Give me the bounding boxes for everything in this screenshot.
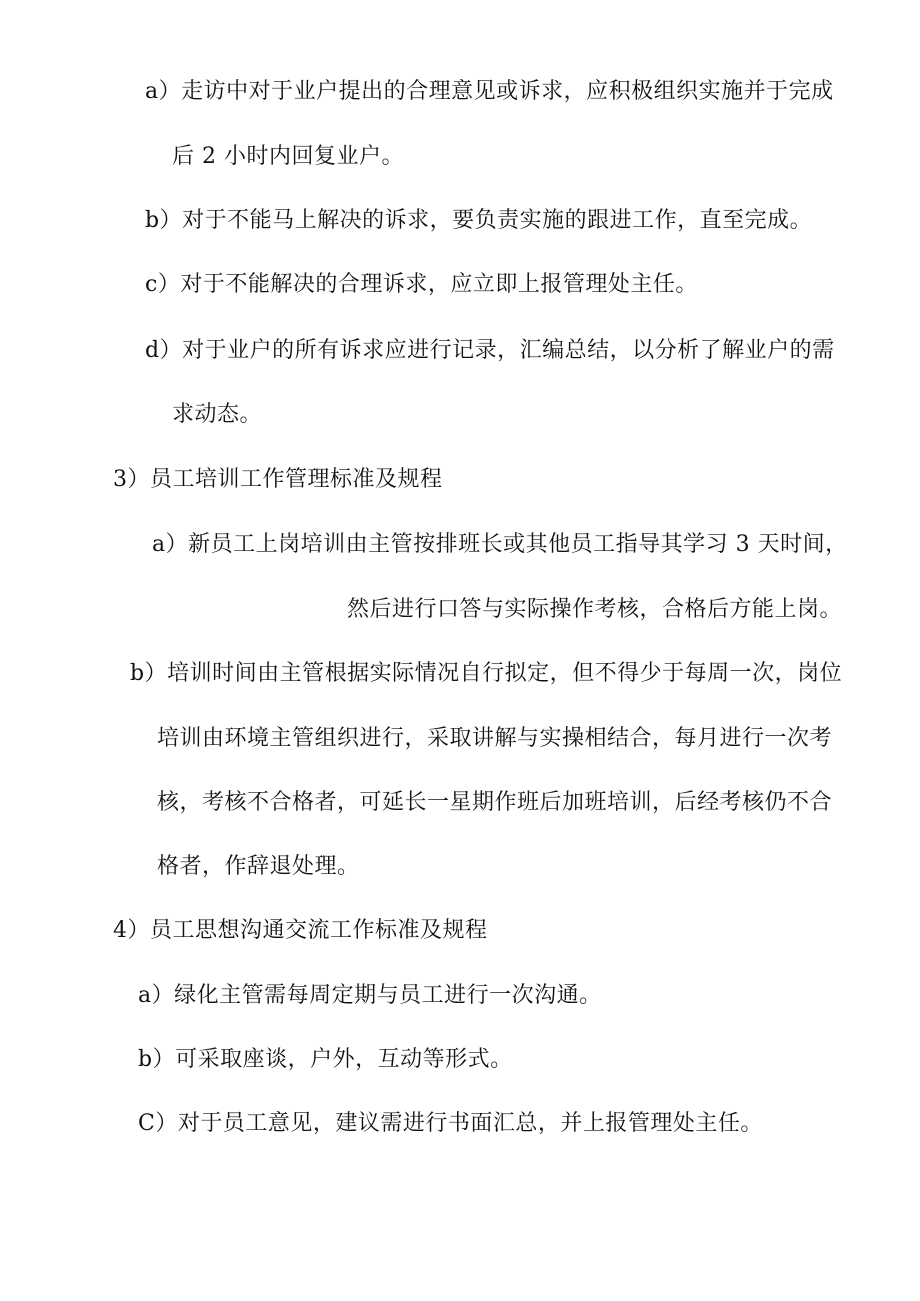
text-line-3: b）对于不能马上解决的诉求，要负责实施的跟进工作，直至完成。: [145, 208, 813, 233]
text-line-12: 核，考核不合格者，可延长一星期作班后加班培训，后经考核仍不合: [157, 790, 833, 815]
text-line-9: 然后进行口答与实际操作考核，合格后方能上岗。: [347, 597, 843, 622]
text-line-8: a）新员工上岗培训由主管按排班长或其他员工指导其学习 3 天时间，: [152, 532, 848, 557]
text-line-1: a）走访中对于业户提出的合理意见或诉求，应积极组织实施并于完成: [145, 79, 834, 104]
section-heading-3: 3）员工培训工作管理标准及规程: [113, 467, 443, 492]
text-line-2: 后 2 小时内回复业户。: [172, 144, 404, 169]
text-line-10: b）培训时间由主管根据实际情况自行拟定，但不得少于每周一次，岗位: [130, 661, 843, 686]
text-line-13: 格者，作辞退处理。: [157, 854, 360, 879]
text-line-16: b）可采取座谈，户外，互动等形式。: [138, 1047, 513, 1072]
text-line-5: d）对于业户的所有诉求应进行记录，汇编总结，以分析了解业户的需: [145, 338, 835, 363]
text-line-15: a）绿化主管需每周定期与员工进行一次沟通。: [138, 983, 602, 1008]
text-line-6: 求动态。: [172, 402, 263, 427]
section-heading-4: 4）员工思想沟通交流工作标准及规程: [113, 918, 488, 943]
text-line-11: 培训由环境主管组织进行，采取讲解与实操相结合，每月进行一次考: [157, 726, 833, 751]
text-line-4: c）对于不能解决的合理诉求，应立即上报管理处主任。: [145, 272, 698, 297]
text-line-17: C）对于员工意见，建议需进行书面汇总，并上报管理处主任。: [138, 1111, 763, 1136]
